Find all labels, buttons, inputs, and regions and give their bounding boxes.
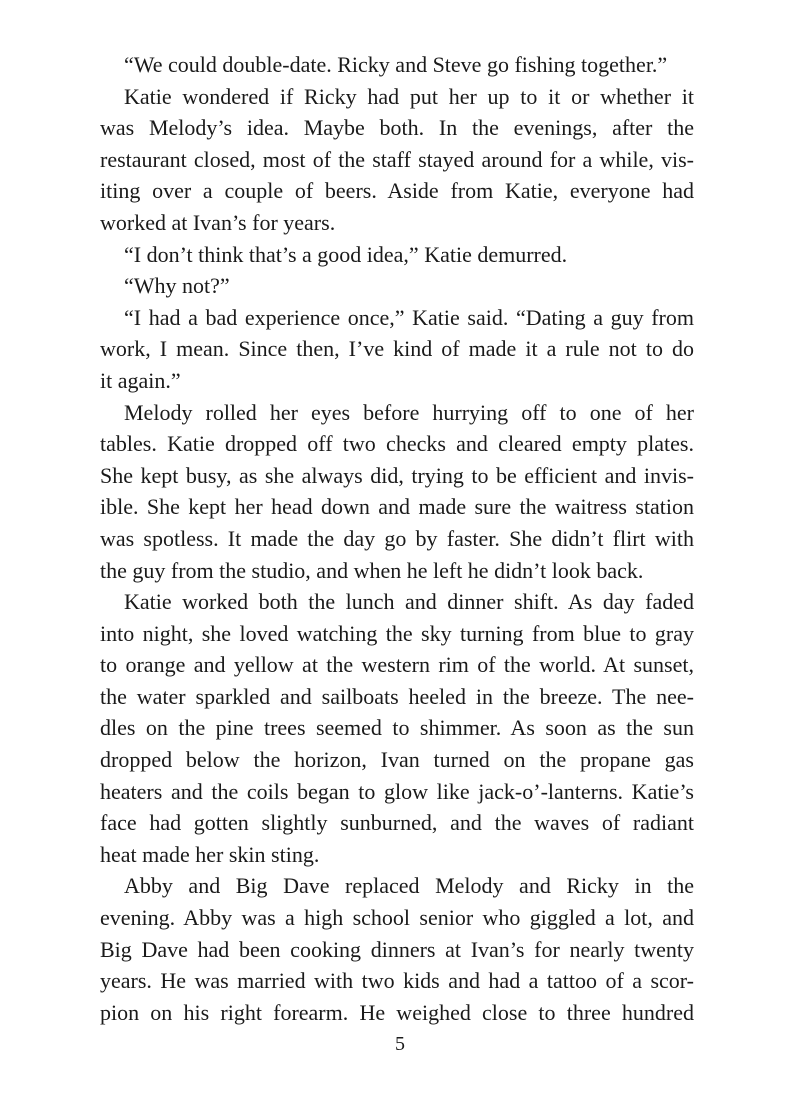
text-line: dropped below the horizon, Ivan turned on the propane gas — [100, 747, 694, 773]
text-line: “I had a bad experience once,” Katie said. “Dating a guy from — [124, 304, 694, 330]
text-line: Abby and Big Dave replaced Melody and Ricky in the — [124, 873, 694, 899]
text-line: restaurant closed, most of the staff stayed around for a while, vis- — [100, 146, 694, 172]
text-line: Katie worked both the lunch and dinner shift. As day faded — [124, 589, 694, 615]
body-text — [100, 49, 694, 1028]
text-line: worked at Ivan’s for years. — [100, 209, 336, 235]
text-line: was spotless. It made the day go by faster. She didn’t flirt with — [100, 525, 694, 551]
text-line: the guy from the studio, and when he left he didn’t look back. — [100, 557, 644, 583]
text-line: dles on the pine trees seemed to shimmer. As soon as the sun — [100, 715, 694, 741]
text-line: to orange and yellow at the western rim of the world. At sunset, — [100, 652, 694, 678]
text-line: work, I mean. Since then, I’ve kind of made it a rule not to do — [100, 336, 694, 362]
text-line: years. He was married with two kids and had a tattoo of a scor- — [100, 968, 694, 994]
text-line: heat made her skin sting. — [100, 841, 320, 867]
text-line: “We could double-date. Ricky and Steve go fishing together.” — [124, 52, 668, 77]
text-line: iting over a couple of beers. Aside from Katie, everyone had — [100, 178, 694, 204]
text-line: Katie wondered if Ricky had put her up to it or whether it — [124, 83, 694, 109]
text-line: face had gotten slightly sunburned, and the waves of radiant — [100, 810, 694, 836]
text-line: was Melody’s idea. Maybe both. In the evenings, after the — [100, 115, 694, 141]
text-line: She kept busy, as she always did, trying to be efficient and invis- — [100, 462, 694, 488]
text-line: Big Dave had been cooking dinners at Ivan’s for nearly twenty — [100, 936, 694, 962]
text-line: “Why not?” — [124, 273, 230, 299]
text-line: pion on his right forearm. He weighed close to three hundred — [100, 999, 694, 1025]
text-line: heaters and the coils began to glow like jack-o’-lanterns. Katie’s — [100, 778, 694, 804]
text-line: evening. Abby was a high school senior who giggled a lot, and — [100, 905, 694, 931]
text-line: into night, she loved watching the sky turning from blue to gray — [100, 620, 694, 646]
text-line: it again.” — [100, 367, 181, 393]
text-line: ible. She kept her head down and made sure the waitress station — [100, 494, 694, 520]
text-line: the water sparkled and sailboats heeled in the breeze. The nee- — [100, 683, 694, 709]
text-line: tables. Katie dropped off two checks and cleared empty plates. — [100, 431, 694, 457]
text-line: Melody rolled her eyes before hurrying off to one of her — [124, 399, 694, 425]
text-line: “I don’t think that’s a good idea,” Katie demurred. — [124, 241, 568, 267]
page-number: 5 — [395, 1033, 405, 1055]
